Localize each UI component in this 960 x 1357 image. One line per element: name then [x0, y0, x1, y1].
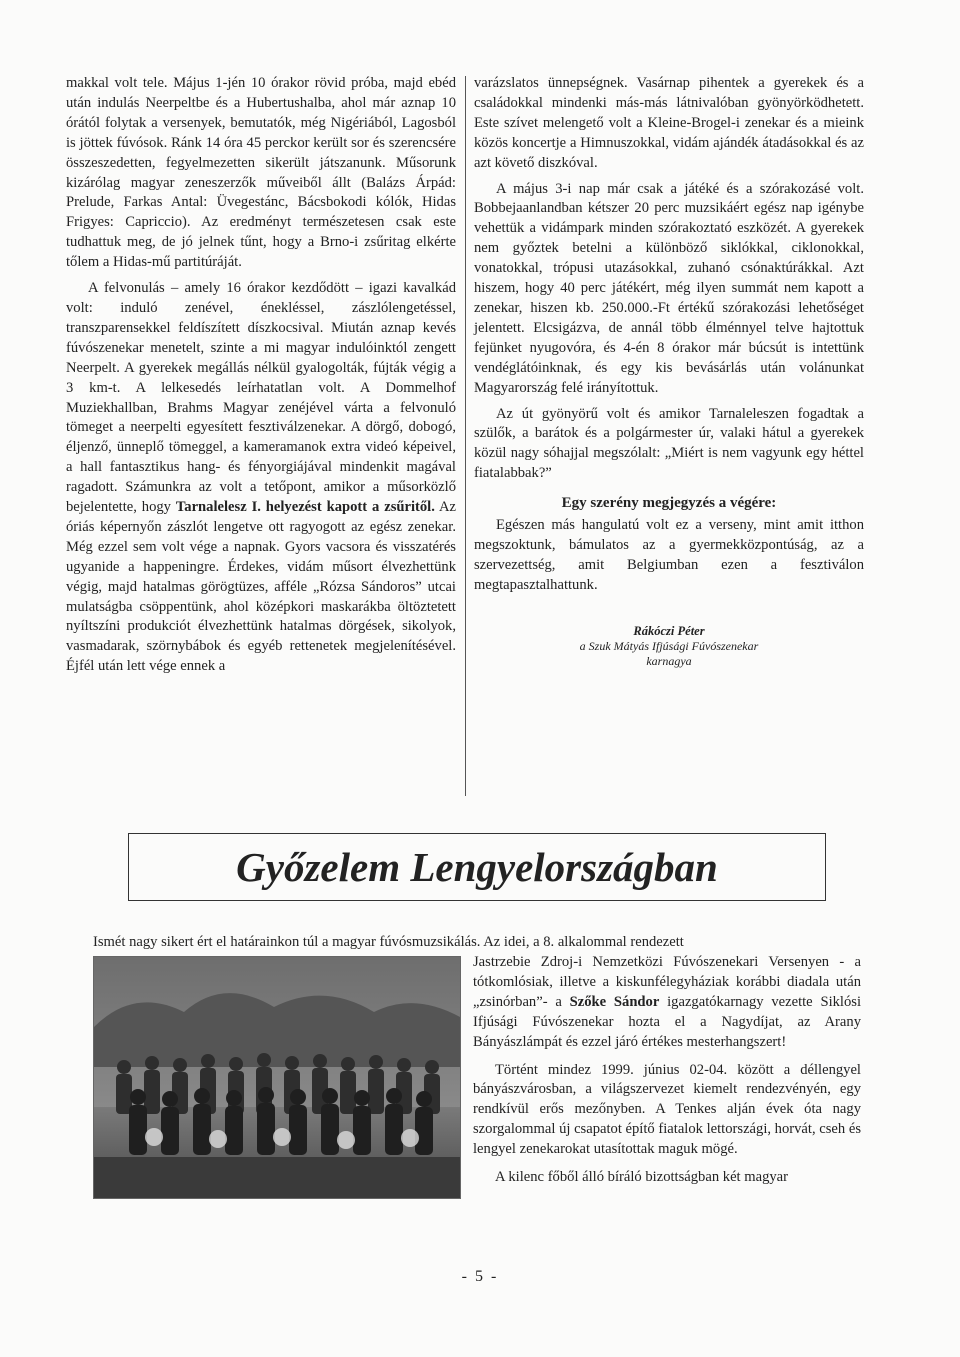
right-paragraph-4: Egészen más hangulatú volt ez a verseny, mint amit itthon megszoktunk, bámulatos az a gyermekközpontúság, az a szervezettség, amit Belgiumban ezen a fesztiválon megtapasztalhattunk. — [474, 517, 864, 593]
right-subheading: Egy szerény megjegyzés a végére: — [561, 495, 777, 512]
article-paragraph-3: A kilenc főből álló bíráló bizottságban két magyar — [495, 1169, 789, 1186]
article-title: Győzelem Lengyelországban — [236, 844, 718, 890]
article-paragraph-2: Történt mindez 1999. június 02-04. között a déllengyel bányászvárosban, a világszervezet kiemelt rendezvényén, egy rendkívül erős mezőnyben. A Tenkes alján évek óta nagy szorgalommal új csapatot építő fiatalok lettországi, horvát, cseh és lengyel zenekarokat utasítottak maguk mögé. — [473, 1061, 861, 1158]
left-paragraph-2-text-b: Az óriás képernyőn zászlót lengetve ott ragyogott az egész zenekar. Még ezzel sem volt vége a napnak. Gyors vacsora és visszatérés ugyanide a happeningre. Érdekes, vidám műsort élvezhettünk végig, majd hatalmas görögtüzes, afféle „Rózsa Sándoros” utcai mulatságba csöppentünk, ahol középkori maskarákba öltöztetett nyíltszíni produkciót élvezhettünk hatalmas dörgések, sikolyok, vasmadarak, szörnybábok és egyéb rettenetek megjelenítésével. Éjfél után lett vége ennek a — [66, 499, 456, 675]
article-conductor-name: Szőke Sándor — [569, 993, 660, 1010]
article-column — [473, 953, 861, 1188]
band-group-photo — [93, 956, 461, 1199]
right-paragraph-1: varázslatos ünnepségnek. Vasárnap pihentek a gyerekek és a családokkal mindenki más-más látnivalóban gyönyörködhetett. Este szívet melengető volt a Kleine-Brogel-i zenekar és a mieink közös koncertje a Himnuszokkal, vidám ajándék átadásokkal és az azt követő diszkóval. — [474, 75, 864, 171]
article-paragraph-1-text-a: Jastrzebie Zdroj-i Nemzetközi Fúvószenekari Versenyen - a tótkomlósiak, illetve a kiskunfélegyháziak korábbi diadala után „zsinórban”- a — [473, 954, 861, 1010]
article-title-box — [128, 833, 826, 901]
signature-line-2: karnagya — [646, 653, 692, 668]
left-paragraph-2 — [66, 279, 456, 677]
signature — [474, 624, 864, 669]
signature-line-1: a Szuk Mátyás Ifjúsági Fúvószenekar — [579, 638, 759, 653]
left-column — [66, 74, 456, 677]
article-paragraph-1-text-b: igazgatókarnagy vezette Siklósi Ifjúsági Fúvószenekar hozta el a Nagydíjat, az Arany Bányászlámpát és ezzel járó értékes mesterhangszert! — [473, 993, 862, 1050]
page-number: - 5 - — [461, 1268, 499, 1285]
right-paragraph-2: A május 3-i nap már csak a játéké és a szórakozásé volt. Bobbejaanlandban kétszer 20 perc muzsikáért egész nap igénybe vehettük a vidámpark minden szórakoztató eszközét. A gyerekek nem győztek betelni a különböző siklókkal, ciklonokkal, vonatokkal, trópusi utazásokkal, zuhanó csónaktúrákkal. Azt hiszem, hogy 40 perc játékért, még ilyen summát nem kapott a zenekar, hiszen kb. 250.000.-Ft értékű szórakozási lehetőséget jelentett. Elcsigázva, de annál több élménnyel telve hajtottuk fejünket nyugovóra, és 4-én 8 órakor már búcsút is intettünk vendéglátóinknak, és egy kis bevásárlás után volánunkat Magyarország felé irányítottuk. — [474, 180, 864, 396]
article-lead: Ismét nagy sikert ért el határainkon túl a magyar fúvósmuzsikálás. Az idei, a 8. alkalommal rendezett — [93, 934, 684, 950]
signature-name: Rákóczi Péter — [633, 623, 705, 638]
left-paragraph-2-highlight: Tarnalelesz I. helyezést kapott a zsűritől. — [175, 499, 435, 516]
left-paragraph-1: makkal volt tele. Május 1-jén 10 órakor rövid próba, majd ebéd után indulás Neerpeltbe és a Hubertushalba, ahol már aznap 10 órától folytak a versenyek, bemutatók, még Nigériából, Lagosból is jöttek fúvósok. Ránk 14 óra 45 perckor került sor és szerencsére összeszedetten, fegyelmezetten sikerült játszanunk. Műsorunk kizárólag magyar zeneszerzők műveiből állt (Balázs Árpád: Prelude, Farkas Antal: Üvegestánc, Bácsbokodi kólók, Hidas Frigyes: Capriccio). Az eredményt természetesen csak este tudhattuk meg, de jó jelnek tűnt, hogy a Brno-i zsűritag elkérte tőlem a Hidas-mű partitúráját. — [66, 75, 456, 271]
right-column — [474, 74, 864, 669]
left-paragraph-2-text-a: A felvonulás – amely 16 órakor kezdődött – igazi kavalkád volt: induló zenével, énekléssel, zászlólengetéssel, transzparensekkel feldíszített díszkocsival. Miután aznap kevés fúvószenekar menetelt, szinte a mi magyar indulóinktól zengett Neerpelt. A gyerekek megállás nélkül gyalogolták, fújták végig a 3 km-t. A lelkesedés leírhatatlan volt. A Dommelhof Muziekhallban, Brahms Magyar zenéjével várta a felvonuló tömeget a neerpelti egyesített fesztiválzenekar. A dörgő, dobogó, éljenző, ünneplő tömeggel, a kameramanok extra videó képeivel, a hall fantasztikus hang- és fényorgiájával mindenkit magával ragadott. Számunkra az volt a tetőpont, amikor a műsorközlő bejelentette, hogy — [66, 280, 456, 516]
band-photo-illustration — [94, 957, 460, 1198]
column-divider — [465, 76, 466, 796]
right-paragraph-3: Az út gyönyörű volt és amikor Tarnaleleszen fogadtak a szülők, a barátok és a polgármester úr, valaki hátul a gyerekek közül nagy sóhajjal megszólalt: „Miért is nem vagyunk egy héttel fiatalabbak?” — [474, 405, 864, 482]
article-paragraph-1 — [473, 953, 861, 1053]
